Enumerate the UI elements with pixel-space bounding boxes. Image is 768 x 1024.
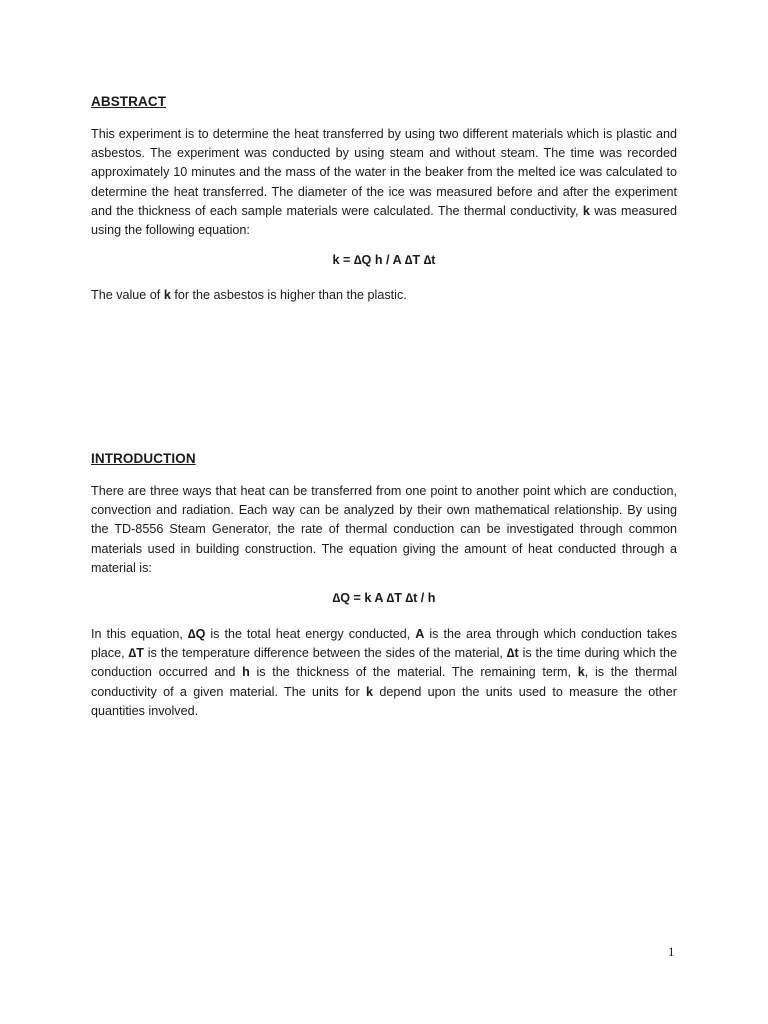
k-symbol: k xyxy=(577,665,585,680)
explanation-text: is the area through which conduction takes place, xyxy=(91,627,677,661)
introduction-paragraph: There are three ways that heat can be transferred from one point to another point which are conduction, convection and radiation. Each way can be analyzed by their own mathematical relationship. By using the TD-8556 Steam Generator, the rate of thermal conduction can be investigated through common materials used in building construction. The equation giving the amount of heat conducted through a material is: xyxy=(91,484,677,575)
abstract-text-2: was measured using the following equation: xyxy=(91,203,677,238)
explanation-text: is the thickness of the material. The remaining term, xyxy=(249,665,578,680)
explanation-text: is the temperature difference between the sides of the material, xyxy=(143,646,507,661)
h-symbol: h xyxy=(242,665,250,680)
abstract-equation: k = ∆Q h / A ∆T ∆t xyxy=(332,253,436,267)
abstract-paragraph xyxy=(91,125,677,240)
introduction-heading: INTRODUCTION xyxy=(91,451,196,466)
explanation-text: In this equation, xyxy=(91,627,188,641)
a-symbol: A xyxy=(415,627,425,641)
introduction-explanation xyxy=(91,625,677,721)
introduction-equation: ∆Q = k A ∆T ∆t / h xyxy=(332,591,436,605)
abstract-k-symbol: k xyxy=(582,203,590,218)
abstract-text-1: This experiment is to determine the heat transferred by using two different materials which is plastic and asbestos. The experiment was conducted by using steam and without steam. The time was recorded approximately 10 minutes and the mass of the water in the beaker from the melted ice was calculated to determine the heat transferred. The diameter of the ice was measured before and after the experiment and the thickness of each sample materials were calculated. The thermal conductivity, xyxy=(91,127,677,218)
delta-t-symbol: ∆T xyxy=(128,646,144,661)
abstract-conclusion xyxy=(91,286,677,305)
explanation-text: is the time during which the conduction occurred and xyxy=(91,646,677,680)
abstract-heading: ABSTRACT xyxy=(91,94,167,109)
explanation-text: , is the thermal conductivity of a given material. The units for xyxy=(91,665,677,699)
conclusion-text-2: for the asbestos is higher than the plastic. xyxy=(170,288,407,302)
conclusion-text-1: The value of xyxy=(91,288,164,302)
explanation-text: is the total heat energy conducted, xyxy=(205,627,416,641)
conclusion-k-symbol: k xyxy=(163,288,171,302)
explanation-text: depend upon the units used to measure the other quantities involved. xyxy=(91,684,677,718)
page-number: 1 xyxy=(668,944,675,959)
delta-time-symbol: ∆t xyxy=(506,646,519,661)
k-symbol: k xyxy=(365,684,373,699)
delta-q-symbol: ∆Q xyxy=(187,627,206,641)
